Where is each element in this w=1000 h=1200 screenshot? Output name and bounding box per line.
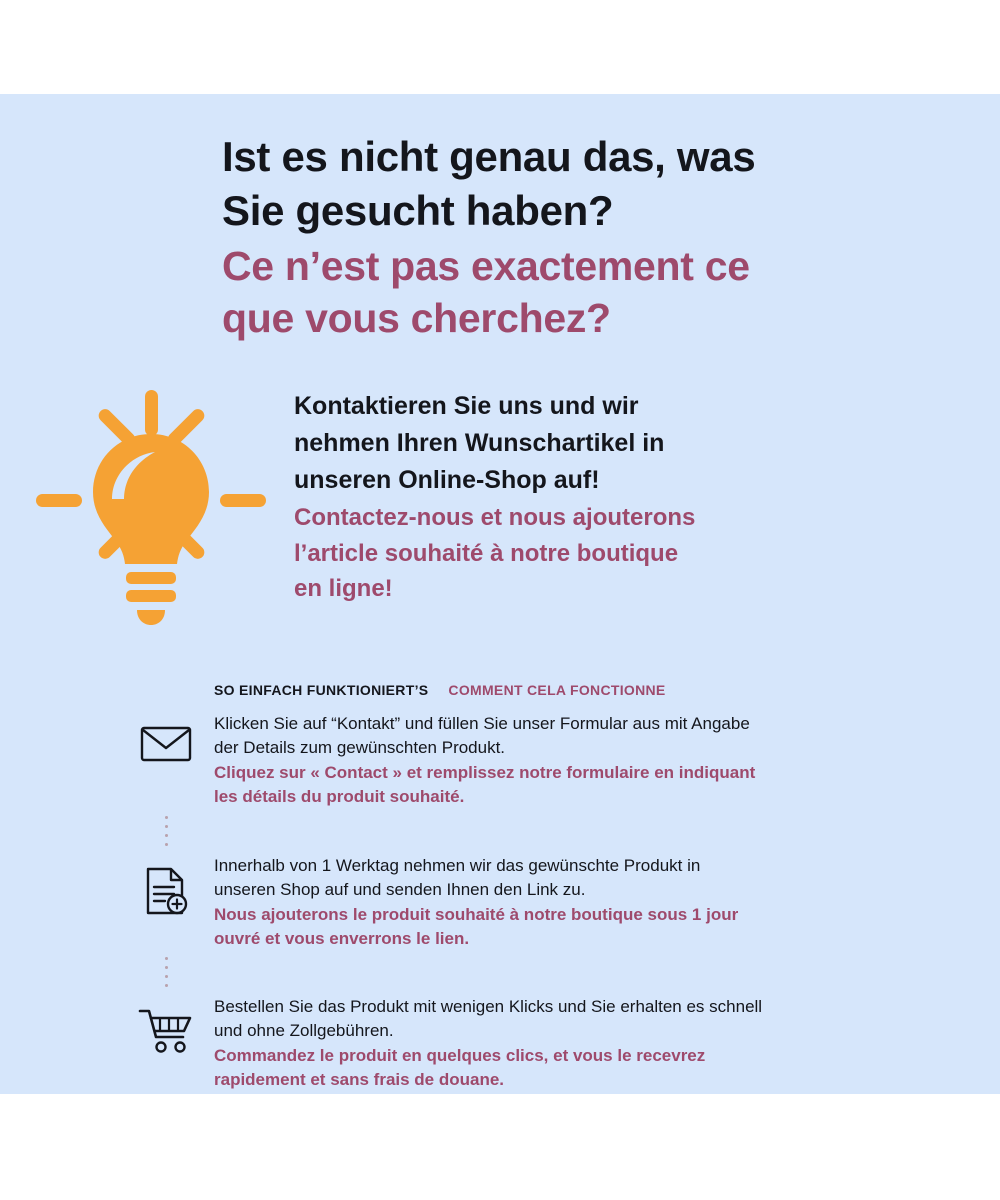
connector-spacer [214,951,948,995]
step-french-line1: Cliquez sur « Contact » et remplissez notre formulaire en indiquant [214,763,756,783]
headline-french-line2: que vous cherchez? [222,294,611,341]
step-german-line1: Innerhalb von 1 Werktag nehmen wir das gewünschte Produkt in [214,855,701,875]
step-text [214,995,948,1093]
step-text [214,712,948,810]
shopping-cart-icon [118,995,214,1053]
envelope-icon [118,712,214,764]
connector-dot [165,975,168,978]
step-french-line1: Commandez le produit en quelques clics, et vous le recevrez [214,1046,706,1066]
connector-spacer [214,810,948,854]
step-french-line2: rapidement et sans frais de douane. [214,1070,505,1090]
connector-dot [165,843,168,846]
intro-german-line1: Kontaktieren Sie uns und wir [294,392,639,420]
dotted-connector-icon [118,951,214,995]
step-connector [118,951,948,995]
lightbulb-icon [36,390,266,625]
intro-french-line1: Contactez-nous et nous ajouterons [294,504,696,532]
step-french [214,1044,948,1092]
connector-dot [165,816,168,819]
step-french [214,761,948,809]
step-german-line1: Bestellen Sie das Produkt mit wenigen Klicks und Sie erhalten es schnell [214,997,763,1016]
document-add-icon [118,854,214,916]
headline-french-line1: Ce n’est pas exactement ce [222,242,750,289]
headline-block [222,130,942,344]
dotted-connector-icon [118,810,214,854]
step-text [214,854,948,952]
step-connector [118,810,948,854]
step-german [214,995,948,1043]
headline-french [222,240,942,345]
step-german-line2: der Details zum gewünschten Produkt. [214,738,506,758]
list-item [118,854,948,952]
intro-german [294,388,894,498]
list-item [118,712,948,810]
connector-dot [165,957,168,960]
step-french-line2: les détails du produit souhaité. [214,787,465,807]
step-german-line2: und ohne Zollgebühren. [214,1021,394,1041]
intro-french-line3: en ligne! [294,574,393,602]
headline-german-line1: Ist es nicht genau das, was [222,133,756,180]
list-item [118,995,948,1093]
step-german [214,712,948,760]
steps-header [214,682,666,698]
steps-list [118,712,948,1093]
steps-header-french: COMMENT CELA FONCTIONNE [448,682,666,698]
intro-french-line2: l’article souhaité à notre boutique [294,539,679,567]
content-panel [0,94,1000,1094]
step-french-line2: ouvré et vous enverrons le lien. [214,928,470,948]
steps-header-german: SO EINFACH FUNKTIONIERT’S [214,682,429,698]
connector-dot [165,834,168,837]
intro-german-line3: unseren Online-Shop auf! [294,465,600,494]
step-german-line1: Klicken Sie auf “Kontakt” und füllen Sie unser Formular aus mit Angabe [214,714,750,733]
connector-dot [165,825,168,828]
step-german [214,854,948,902]
intro-french [294,500,894,606]
step-german-line2: unseren Shop auf und senden Ihnen den Link zu. [214,879,586,899]
step-french [214,903,948,951]
step-french-line1: Nous ajouterons le produit souhaité à notre boutique sous 1 jour [214,904,739,924]
intro-german-line2: nehmen Ihren Wunschartikel in [294,428,665,457]
connector-dot [165,984,168,987]
intro-block [294,388,894,606]
connector-dot [165,966,168,969]
headline-german-line2: Sie gesucht haben? [222,186,614,234]
headline-german [222,130,942,238]
